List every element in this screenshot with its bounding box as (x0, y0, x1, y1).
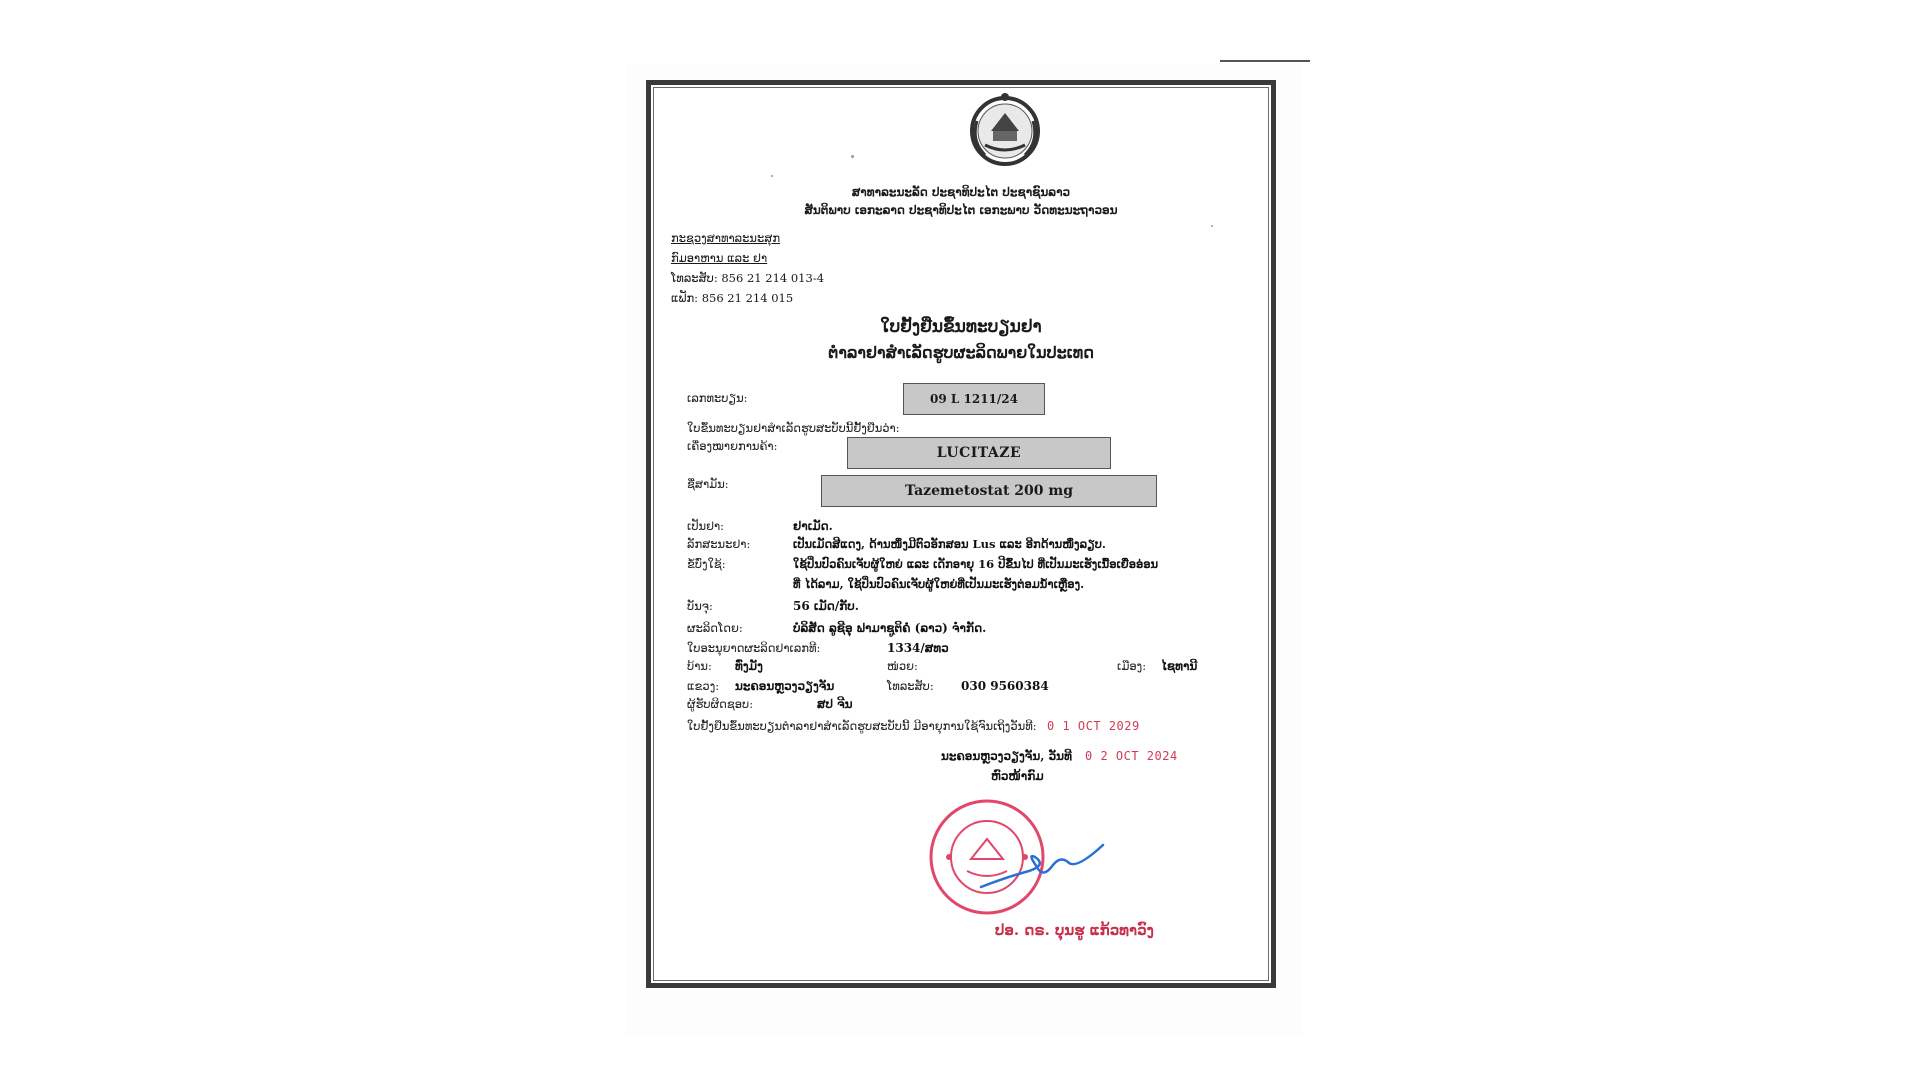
description-value: ເປັນເມັດສີແດງ, ດ້ານໜຶ່ງມີຕົວອັກສອນ Lus ແລະ ອີກດ້ານໜຶ່ງລຽບ. (793, 537, 1106, 551)
generic-name-box: Tazemetostat 200 mg (821, 475, 1157, 507)
tel-label: ໂທລະສັບ: (887, 679, 934, 693)
responsible-value: ສປ ຈີນ (817, 697, 853, 711)
signature-icon (977, 837, 1107, 901)
pack-size-label: ບັນຈຸ: (687, 599, 713, 613)
trade-name-box: LUCITAZE (847, 437, 1111, 469)
district-label: ເມືອງ: (1117, 659, 1147, 673)
generic-name-label: ຊື່ສາມັນ: (687, 477, 729, 491)
village-label: ບ້ານ: (687, 659, 712, 673)
dosage-form-value: ຢາເມັດ. (793, 519, 833, 533)
license-value: 1334/ສທວ (887, 641, 949, 655)
signer-role: ຫົວໜ້າກົມ (991, 769, 1044, 783)
responsible-label: ຜູ້ຮັບຜິດຊອບ: (687, 697, 754, 711)
scan-speck (1211, 225, 1213, 227)
country-motto: ສັນຕິພາບ ເອກະລາດ ປະຊາທິປະໄຕ ເອກະພາບ ວັດທະນະຖາວອນ (804, 203, 1118, 217)
ministry-fax: ແຟັກ: 856 21 214 015 (671, 291, 794, 305)
issue-place-text: ນະຄອນຫຼວງວຽງຈັນ, ວັນທີ (941, 749, 1072, 763)
manufacturer-label: ຜະລິດໂດຍ: (687, 621, 743, 635)
license-label: ໃບອະນຸຍາດຜະລິດຢາເລກທີ: (687, 641, 821, 655)
validity-date-stamp: 0 1 OCT 2029 (1047, 719, 1140, 733)
ministry-name: ກະຊວງສາທາລະນະສຸກ (671, 231, 781, 245)
indication-label: ຂໍ້ບົ່ງໃຊ້: (687, 557, 726, 571)
unit-label: ໜ່ວຍ: (887, 659, 918, 673)
indication-line-2: ທີ່ ໄດ້ລາມ, ໃຊ້ປິ່ນປົວຄົນເຈັບຜູ້ໃຫຍ່ທີ່ເປັນມະເຮັງຕ່ອມນ້ຳເຫຼືອງ. (793, 577, 1085, 591)
validity-text: ໃບຢັ້ງຢືນຂຶ້ນທະບຽນຕຳລາຢາສຳເລັດຮູບສະບັບນີ້ ມີອາຍຸການໃຊ້ຈົນເຖິງວັນທີ: (687, 719, 1037, 733)
description-label: ລັກສະນະຢາ: (687, 537, 751, 551)
manufacturer-value: ບໍລິສັດ ລູຊີອຸ ຟາມາຊູຕິຄໍ (ລາວ) ຈຳກັດ. (793, 621, 987, 635)
tel-value: 030 9560384 (961, 679, 1049, 693)
reg-number-label: ເລກທະບຽນ: (687, 391, 748, 405)
issue-date-stamp: 0 2 OCT 2024 (1085, 749, 1178, 763)
scan-edge-line (1220, 60, 1310, 62)
signer-name: ປອ. ດຣ. ບຸນຮູ ແກ້ວທາວົງ (995, 921, 1154, 939)
district-value: ໄຊທານີ (1161, 659, 1198, 673)
village-value: ທົ່ງມັງ (735, 659, 763, 673)
pack-size-value: 56 ເມັດ/ກັບ. (793, 599, 859, 613)
reg-number-box: 09 L 1211/24 (903, 383, 1045, 415)
intro-line: ໃບຂຶ້ນທະບຽນຢາສຳເລັດຮູບສະບັບນີ້ຢັ້ງຢືນວ່າ: (687, 421, 900, 435)
trade-name-label: ເຄື່ອງໝາຍການຄ້າ: (687, 439, 778, 453)
certificate-frame (646, 80, 1276, 988)
country-name: ສາທາລະນະລັດ ປະຊາທິປະໄຕ ປະຊາຊົນລາວ (851, 185, 1071, 199)
province-value: ນະຄອນຫຼວງວຽງຈັນ (735, 679, 835, 693)
ministry-phone: ໂທລະສັບ: 856 21 214 013-4 (671, 271, 825, 285)
certificate-title: ໃບຢັ້ງຢືນຂຶ້ນທະບຽນຢາ (880, 317, 1042, 337)
scan-speck (851, 155, 854, 158)
scan-speck (771, 175, 773, 177)
province-label: ແຂວງ: (687, 679, 720, 693)
certificate-subtitle: ຕຳລາຢາສຳເລັດຮູບຜະລິດພາຍໃນປະເທດ (828, 343, 1094, 362)
dosage-form-label: ເປັນຢາ: (687, 519, 725, 533)
indication-line-1: ໃຊ້ປິ່ນປົວຄົນເຈັບຜູ້ໃຫຍ່ ແລະ ເດັກອາຍຸ 16 ປີຂຶ້ນໄປ ທີ່ເປັນມະເຮັງເນື້ອເຍື່ອອ່ອນ (793, 557, 1159, 571)
department-name: ກົມອາຫານ ແລະ ຢາ (671, 251, 768, 265)
national-emblem-icon (961, 91, 1049, 169)
